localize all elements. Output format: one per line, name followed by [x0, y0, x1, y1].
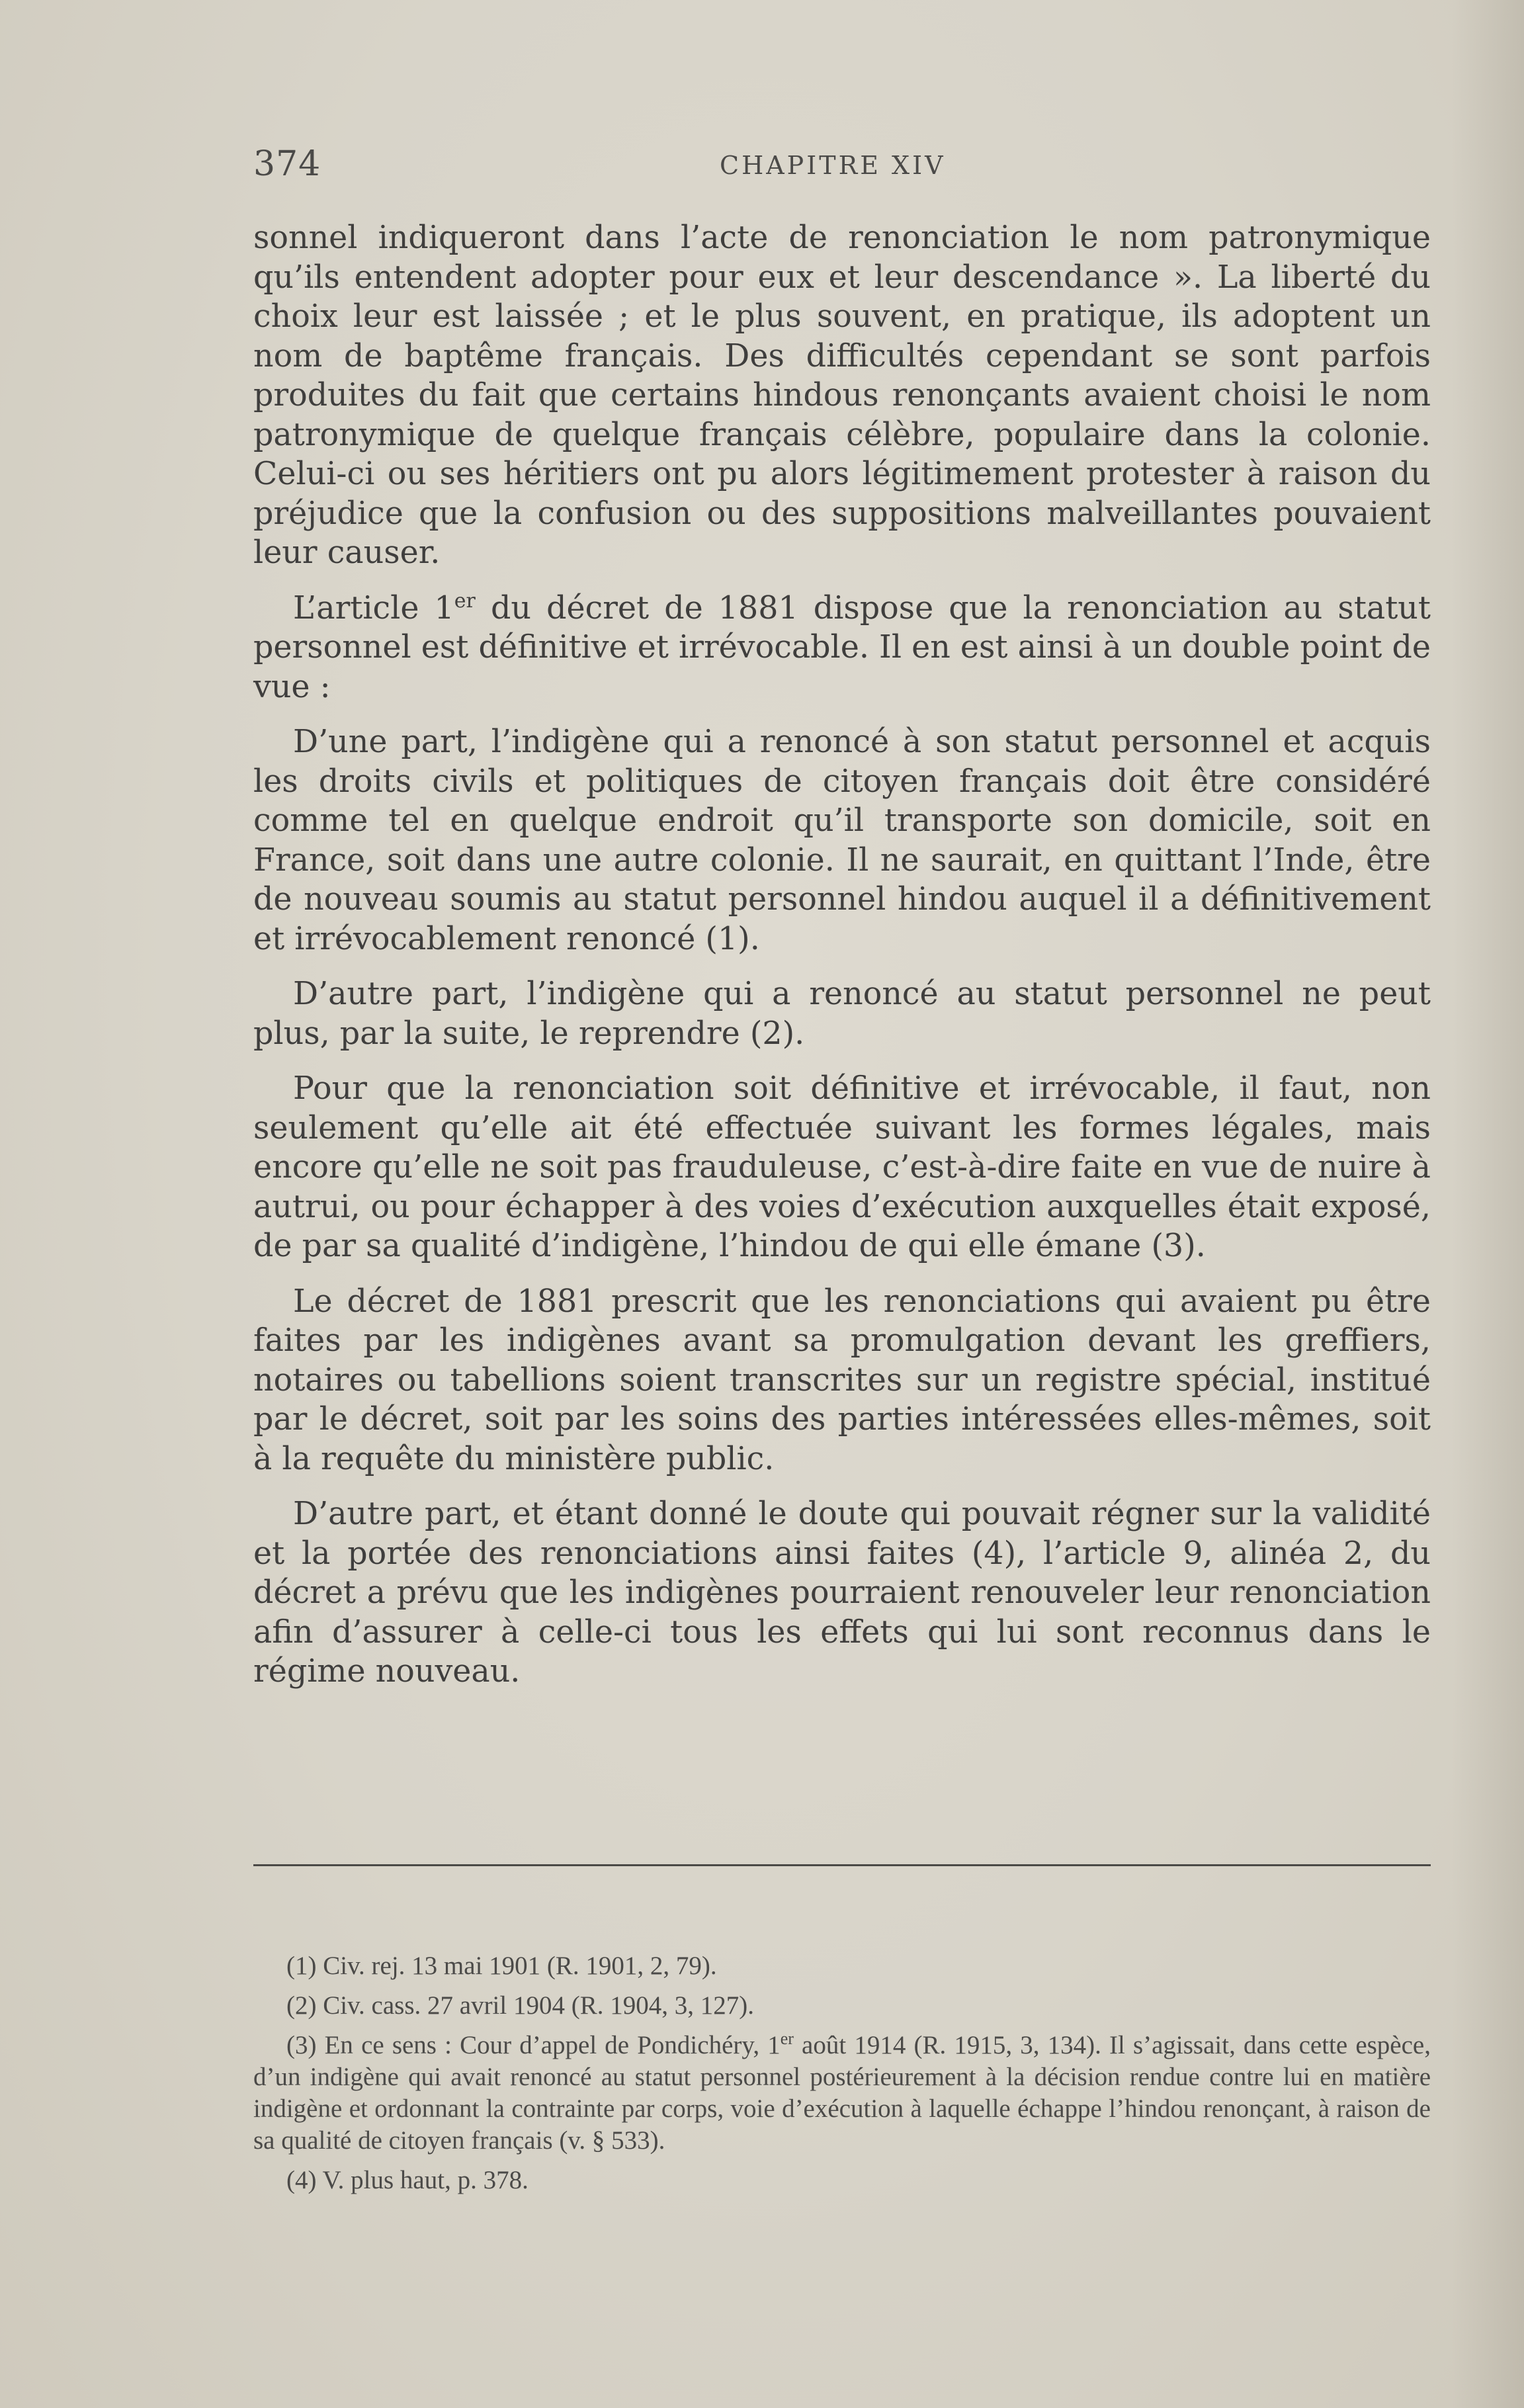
- running-head: [253, 144, 1431, 191]
- paragraph: D’autre part, et étant donné le doute qui pouvait régner sur la validité et la portée des renonciations ainsi faites (4), l’article 9, alinéa 2, du décret a prévu que les indigènes pourraient renouveler leur renonciation afin d’assurer à celle-ci tous les effets qui lui sont reconnus dans le régime nouveau.: [253, 1496, 1431, 1690]
- footnote: [253, 2030, 1431, 2157]
- footnote-text: (3) En ce sens : Cour d’appel de Pondichéry, 1: [286, 2031, 781, 2059]
- paragraph: sonnel indiqueront dans l’acte de renonciation le nom patronymique qu’ils entendent adopter pour eux et leur descendance ». La liberté du choix leur est laissée ; et le plus souvent, en pratique, ils adoptent un nom de baptême français. Des difficultés cependant se sont parfois produites du fait que certains hindous renonçants avaient choisi le nom patronymique de quelque français célèbre, populaire dans la colonie. Celui-ci ou ses héritiers ont pu alors légitimement protester à raison du préjudice que la confusion ou des suppositions malveillantes pouvaient leur causer.: [253, 220, 1431, 571]
- paragraph: Pour que la renonciation soit définitive et irrévocable, il faut, non seulement qu’elle ait été effectuée suivant les formes légales, mais encore qu’elle ne soit pas frauduleuse, c’est-à-dire faite en vue de nuire à autrui, ou pour échapper à des voies d’exécution auxquelles était exposé, de par sa qualité d’indigène, l’hindou de qui elle émane (3).: [253, 1070, 1431, 1264]
- page-number: 374: [253, 144, 321, 184]
- superscript: er: [780, 2029, 794, 2048]
- chapter-title: CHAPITRE XIV: [720, 151, 946, 180]
- footnote: (4) V. plus haut, p. 378.: [286, 2166, 529, 2194]
- paragraph: [253, 589, 1431, 707]
- body-text: [253, 218, 1431, 1707]
- footnote-divider: [253, 1864, 1431, 1866]
- footnote: (1) Civ. rej. 13 mai 1901 (R. 1901, 2, 79).: [286, 1952, 717, 1980]
- paragraph: D’autre part, l’indigène qui a renoncé au statut personnel ne peut plus, par la suite, le reprendre (2).: [253, 976, 1431, 1052]
- footnote: (2) Civ. cass. 27 avril 1904 (R. 1904, 3, 127).: [286, 1991, 754, 2020]
- page-edge-shadow: [1451, 0, 1524, 2408]
- superscript: er: [454, 589, 476, 613]
- paragraph-text: du décret de 1881 dispose que la renonciation au statut personnel est définitive et irrévocable. Il en est ainsi à un double point de vue :: [253, 589, 1431, 705]
- paragraph: Le décret de 1881 prescrit que les renonciations qui avaient pu être faites par les indigènes avant sa promulgation devant les greffiers, notaires ou tabellions soient transcrites sur un registre spécial, institué par le décret, soit par les soins des parties intéressées elles-mêmes, soit à la requête du ministère public.: [253, 1283, 1431, 1477]
- footnote-text: août 1914 (R. 1915, 3, 134). Il s’agissait, dans cette espèce, d’un indigène qui avait renoncé au statut personnel postérieurement à la décision rendue contre lui en matière indigène et ordonnant la contrainte par corps, voie d’exécution à laquelle échappe l’hindou renonçant, à raison de sa qualité de citoyen français (v. § 533).: [253, 2031, 1431, 2155]
- paragraph-text: L’article 1: [293, 589, 454, 626]
- footnotes: [253, 1950, 1431, 2204]
- paragraph: D’une part, l’indigène qui a renoncé à son statut personnel et acquis les droits civils et politiques de citoyen français doit être considéré comme tel en quelque endroit qu’il transporte son domicile, soit en France, soit dans une autre colonie. Il ne saurait, en quittant l’Inde, être de nouveau soumis au statut personnel hindou auquel il a définitivement et irrévocablement renoncé (1).: [253, 724, 1431, 957]
